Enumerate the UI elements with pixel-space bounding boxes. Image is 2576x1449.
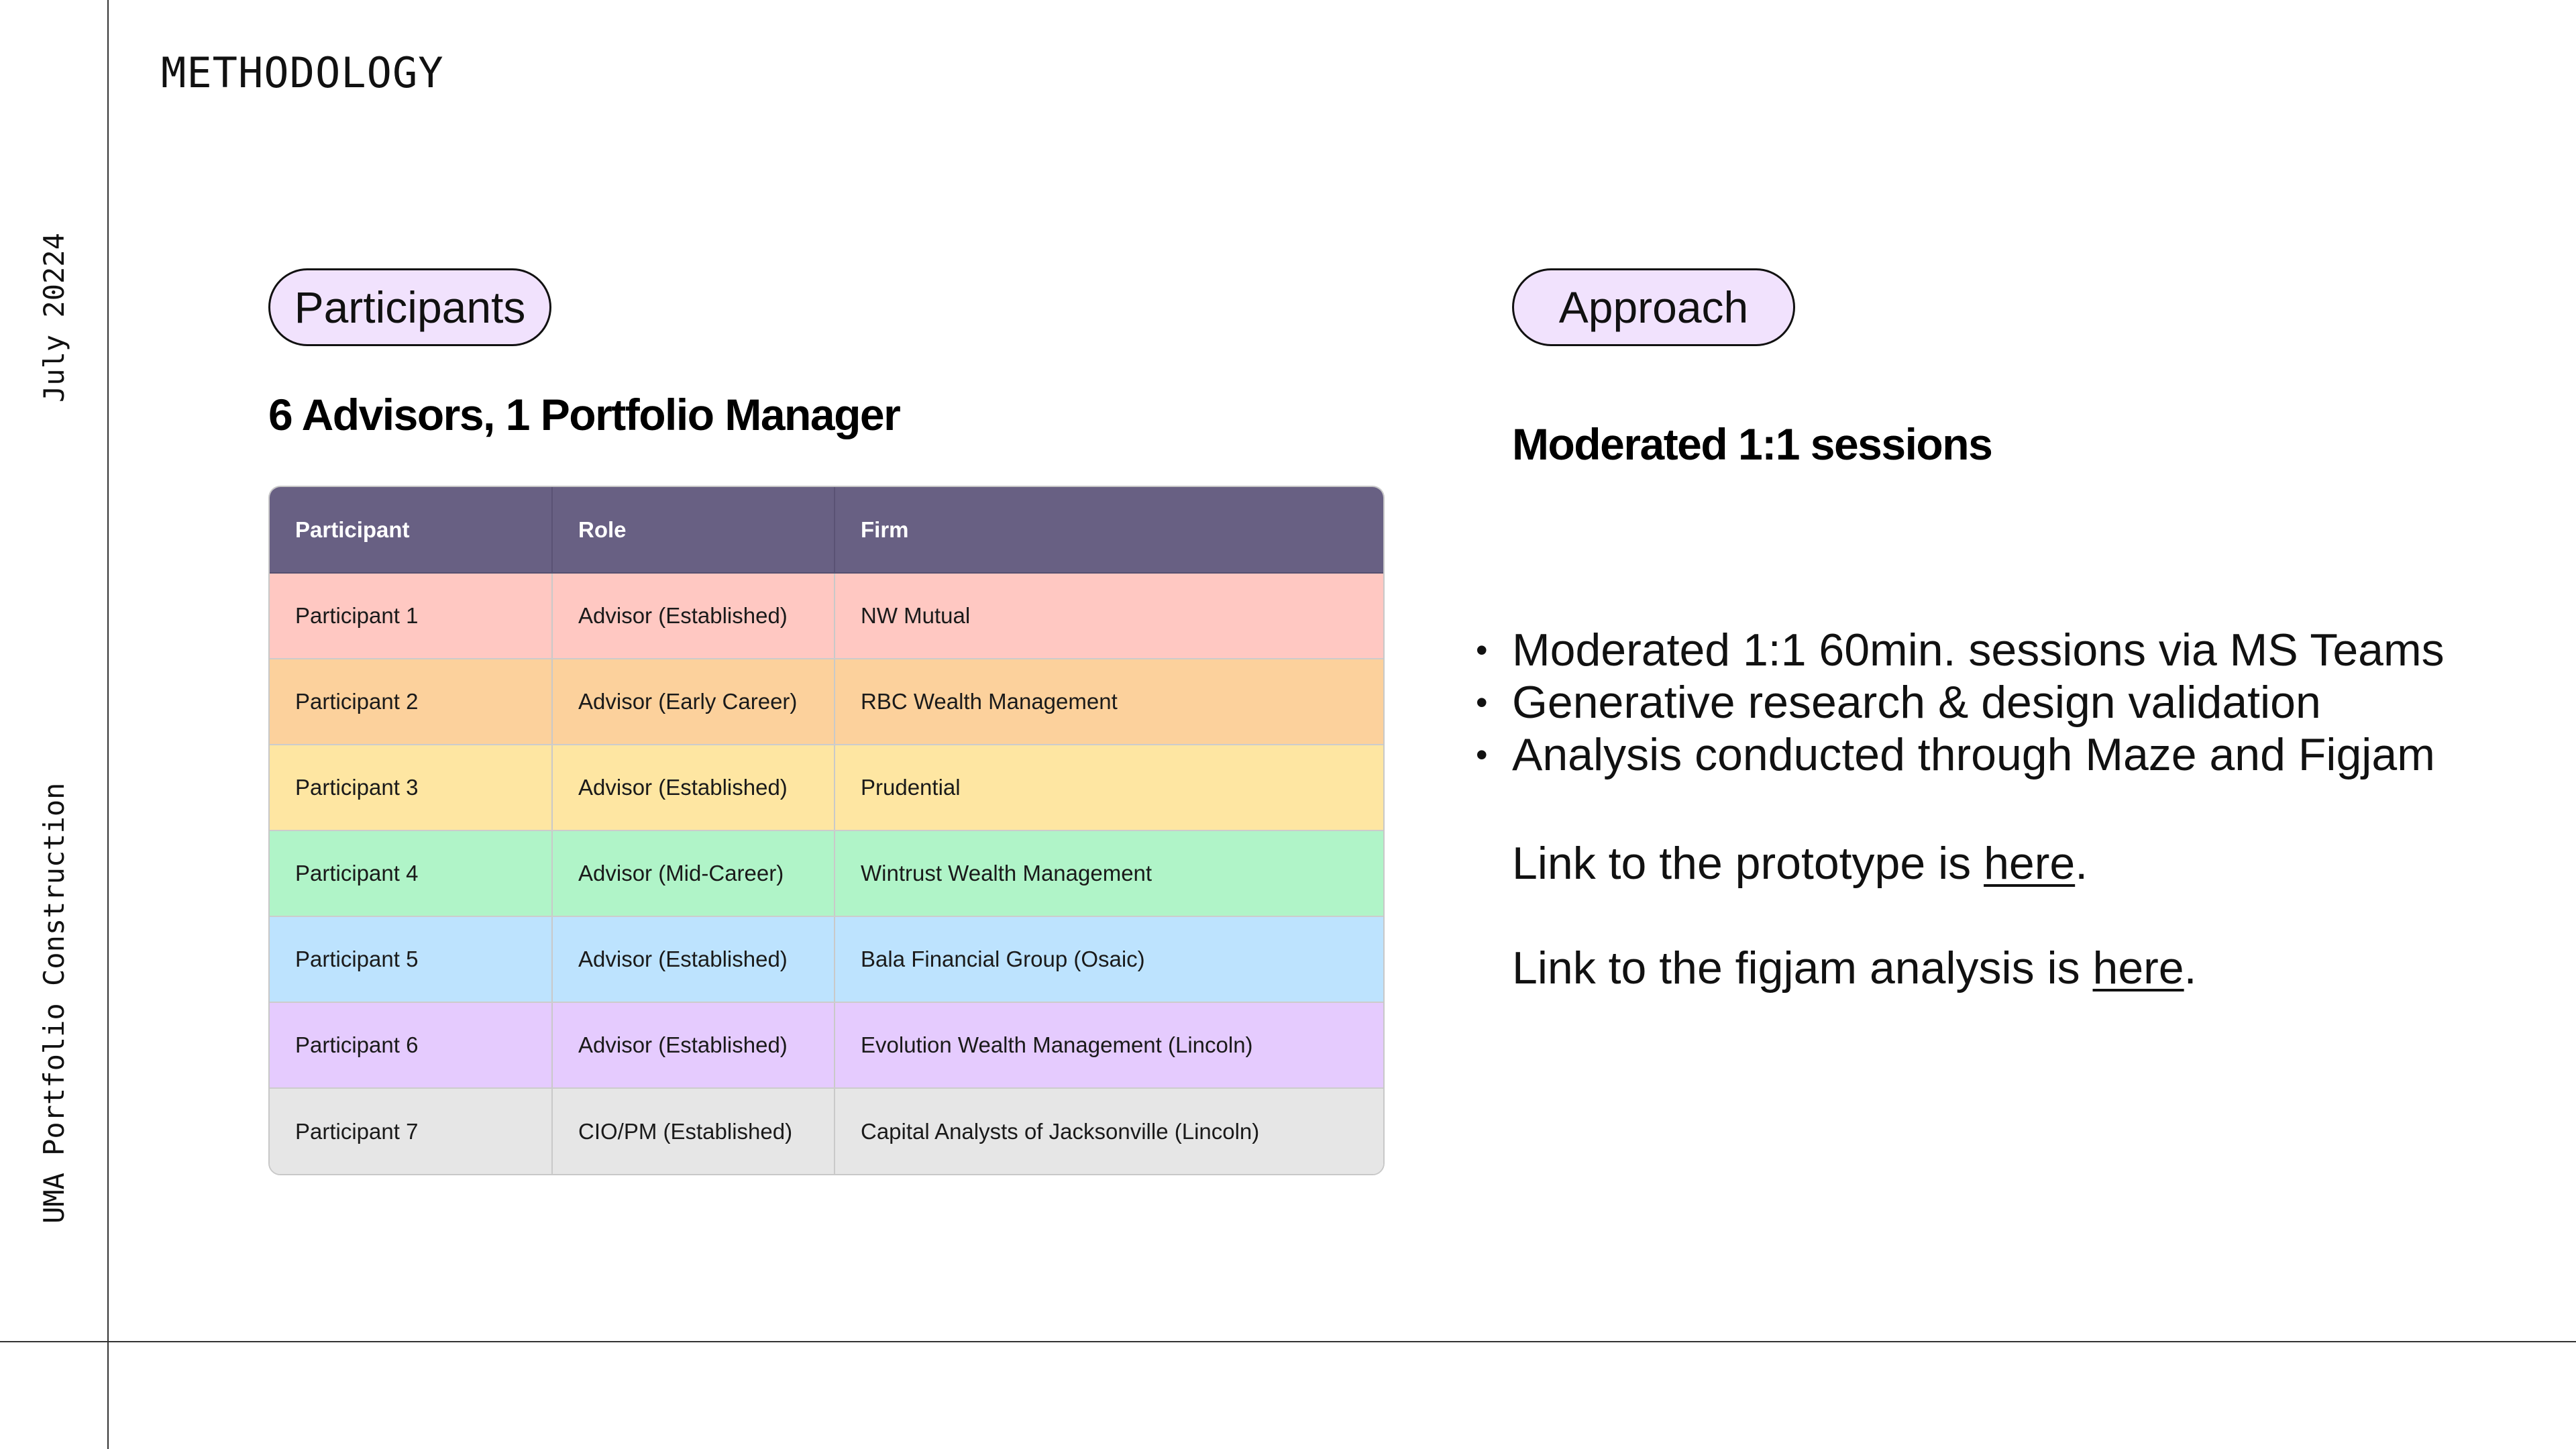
cell-role: Advisor (Established) (552, 916, 835, 1002)
table-row (270, 1088, 1383, 1174)
cell-role: Advisor (Established) (552, 745, 835, 830)
table-row (270, 745, 1383, 830)
table-row (270, 659, 1383, 745)
approach-pill (1512, 268, 1795, 346)
bullet-text: Moderated 1:1 60min. sessions via MS Teams (1512, 625, 2445, 676)
cell-firm: Wintrust Wealth Management (835, 830, 1383, 916)
list-item (1469, 624, 2542, 676)
prototype-link-prefix: Link to the prototype is (1512, 838, 1984, 889)
cell-firm: Evolution Wealth Management (Lincoln) (835, 1002, 1383, 1088)
cell-participant: Participant 2 (270, 659, 552, 745)
cell-firm: NW Mutual (835, 573, 1383, 659)
bullet-text: Analysis conducted through Maze and Figjam (1512, 729, 2435, 780)
figjam-link-line (1512, 942, 2197, 994)
table-row (270, 573, 1383, 659)
column-header-role: Role (552, 487, 835, 573)
participants-table (268, 486, 1385, 1175)
participants-pill-label: Participants (294, 282, 526, 332)
bullet-icon: • (1476, 736, 1488, 773)
cell-firm: RBC Wealth Management (835, 659, 1383, 745)
approach-pill-label: Approach (1558, 282, 1749, 332)
sidebar-date: July 20224 (38, 233, 70, 402)
figjam-link-prefix: Link to the figjam analysis is (1512, 943, 2093, 994)
column-header-firm: Firm (835, 487, 1383, 573)
table-row (270, 916, 1383, 1002)
cell-participant: Participant 1 (270, 573, 552, 659)
prototype-link-suffix: . (2075, 838, 2088, 889)
list-item (1469, 729, 2542, 781)
approach-subheading: Moderated 1:1 sessions (1512, 419, 1992, 469)
cell-participant: Participant 6 (270, 1002, 552, 1088)
table-row (270, 1002, 1383, 1088)
prototype-link-line (1512, 837, 2088, 890)
cell-role: Advisor (Established) (552, 573, 835, 659)
cell-firm: Prudential (835, 745, 1383, 830)
sidebar-project-title: UMA Portfolio Construction (38, 782, 70, 1224)
cell-participant: Participant 5 (270, 916, 552, 1002)
participants-pill (268, 268, 551, 346)
list-item (1469, 676, 2542, 729)
bullet-icon: • (1476, 684, 1488, 721)
approach-bullet-list (1469, 624, 2542, 781)
horizontal-divider (0, 1341, 2576, 1342)
cell-firm: Bala Financial Group (Osaic) (835, 916, 1383, 1002)
section-title: METHODOLOGY (161, 48, 444, 97)
bullet-icon: • (1476, 631, 1488, 669)
cell-role: CIO/PM (Established) (552, 1088, 835, 1174)
figjam-link[interactable]: here (2092, 943, 2184, 994)
cell-participant: Participant 7 (270, 1088, 552, 1174)
bullet-text: Generative research & design validation (1512, 677, 2321, 728)
figjam-link-suffix: . (2184, 943, 2197, 994)
cell-role: Advisor (Mid-Career) (552, 830, 835, 916)
vertical-divider (107, 0, 109, 1449)
participants-subheading: 6 Advisors, 1 Portfolio Manager (268, 390, 900, 439)
cell-participant: Participant 3 (270, 745, 552, 830)
prototype-link[interactable]: here (1984, 838, 2076, 889)
table-row (270, 830, 1383, 916)
cell-role: Advisor (Established) (552, 1002, 835, 1088)
cell-participant: Participant 4 (270, 830, 552, 916)
table-header-row (270, 487, 1383, 573)
cell-firm: Capital Analysts of Jacksonville (Lincoln) (835, 1088, 1383, 1174)
column-header-participant: Participant (270, 487, 552, 573)
cell-role: Advisor (Early Career) (552, 659, 835, 745)
